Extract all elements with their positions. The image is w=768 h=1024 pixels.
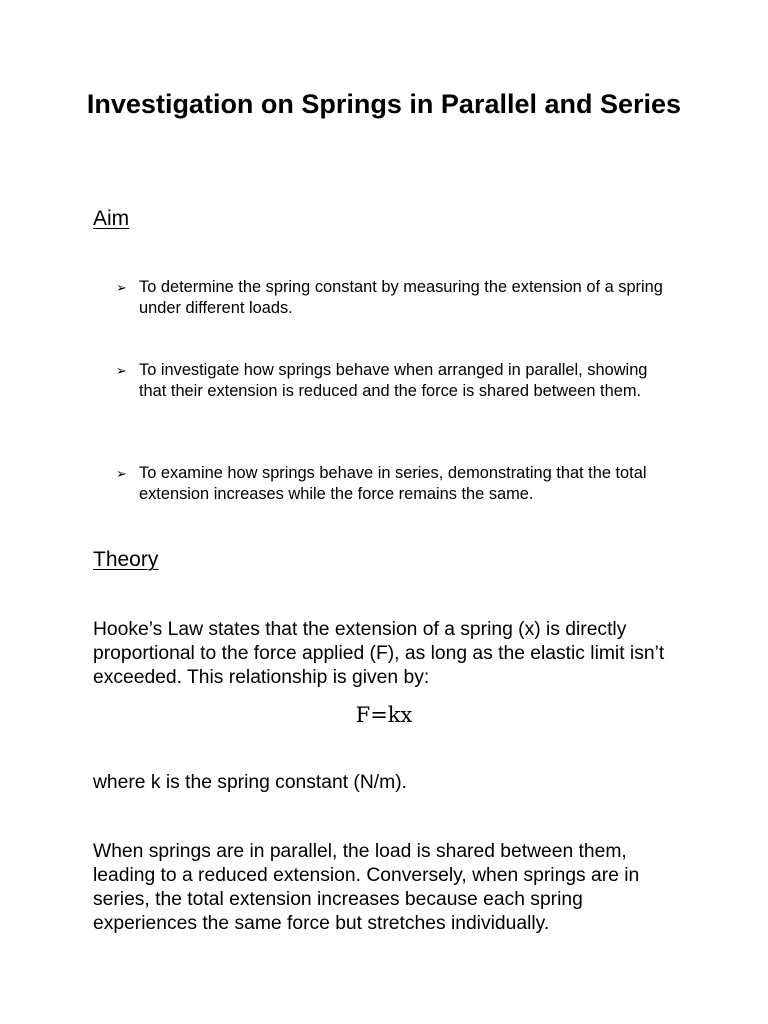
document-title: Investigation on Springs in Parallel and Series <box>86 89 682 119</box>
aim-heading: Aim <box>93 207 130 230</box>
spring-constant-paragraph: where k is the spring constant (N/m). <box>93 772 407 793</box>
aim-bullet-item <box>116 463 676 505</box>
arrow-bullet-icon: ➢ <box>116 280 127 295</box>
parallel-series-paragraph: When springs are in parallel, the load is shared between them, leading to a reduced extension. Conversely, when springs are in series, the total extension increases because each spring experiences the same force but stretches individually. <box>93 841 640 934</box>
aim-bullet-text: To determine the spring constant by measuring the extension of a spring under different loads. <box>139 278 663 317</box>
aim-bullet-text: To investigate how springs behave when arranged in parallel, showing that their extension is reduced and the force is shared between them. <box>139 361 648 400</box>
arrow-bullet-icon: ➢ <box>116 363 127 378</box>
aim-bullet-item <box>116 360 676 402</box>
hookes-law-formula: F=kx <box>355 703 413 727</box>
arrow-bullet-icon: ➢ <box>116 466 127 481</box>
hookes-law-paragraph: Hooke’s Law states that the extension of a spring (x) is directly proportional to the force applied (F), as long as the elastic limit isn’t exceeded. This relationship is given by: <box>93 619 665 688</box>
aim-bullet-text: To examine how springs behave in series, demonstrating that the total extension increases while the force remains the same. <box>139 464 647 503</box>
theory-heading: Theory <box>93 548 159 571</box>
aim-bullet-item <box>116 277 676 319</box>
